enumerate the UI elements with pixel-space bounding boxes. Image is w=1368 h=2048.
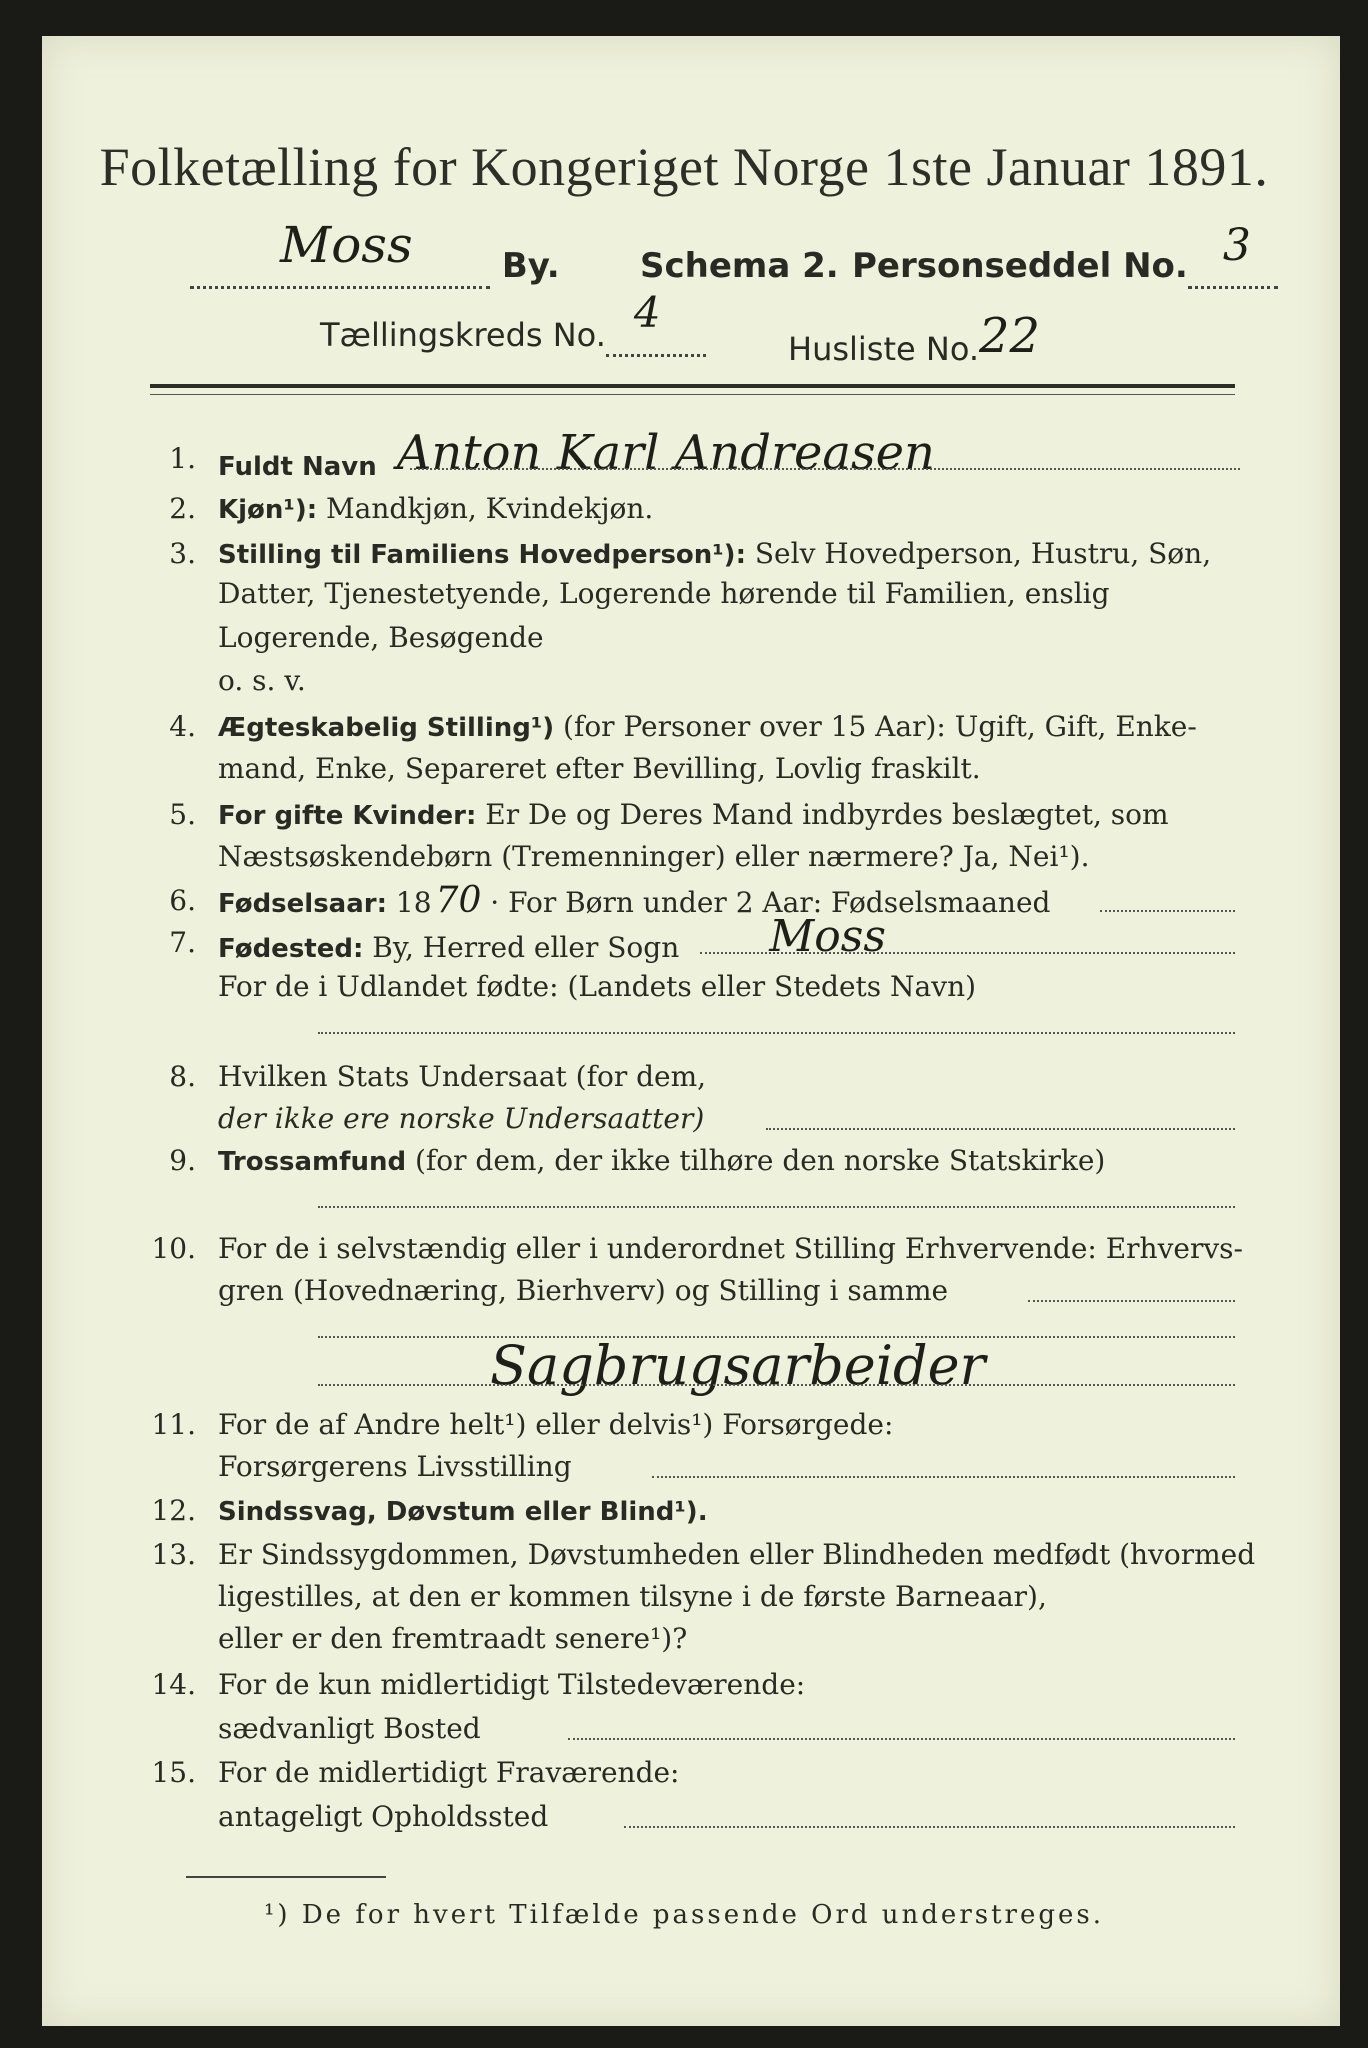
item-text: For Børn under 2 Aar: Fødselsmaaned (508, 886, 1051, 919)
item-text: ligestilles, at den er kommen tilsyne i de første Barneaar), (218, 1580, 1047, 1613)
item-text: For de i selvstændig eller i underordnet Stilling Erhvervende: Erhvervs- (218, 1232, 1244, 1265)
husliste-label: Husliste No. (788, 330, 979, 368)
forsorger-dotline (652, 1476, 1235, 1478)
item-number: 13. (151, 1538, 196, 1571)
page-title: Folketælling for Kongeriget Norge 1ste Januar 1891. (99, 137, 1269, 197)
item-number: 8. (169, 1060, 196, 1093)
item-text: (for Personer over 15 Aar): Ugift, Gift, Enke- (563, 710, 1197, 743)
item-number: 6. (169, 884, 196, 917)
husliste-line (788, 308, 1041, 372)
item-text: Næstsøskendebørn (Tremenninger) eller nærmere? Ja, Nei¹). (218, 840, 1090, 873)
birthplace-value: Moss (769, 911, 886, 962)
item-label: Ægteskabelig Stilling¹) (218, 713, 555, 743)
erhverv-dotline-3 (318, 1384, 1235, 1386)
personseddel-line (852, 220, 1278, 289)
item-text: By, Herred eller Sogn (372, 931, 680, 964)
item-label: Fødselsaar: (218, 889, 387, 919)
item-number: 15. (151, 1756, 196, 1789)
footnote: ¹) De for hvert Tilfælde passende Ord understreges. (263, 1900, 1104, 1930)
item-number: 2. (169, 492, 196, 525)
item-text: Er Sindssygdommen, Døvstumheden eller Blindheden medfødt (hvormed (218, 1538, 1256, 1571)
item-number: 14. (151, 1668, 196, 1701)
bosted-dotline (568, 1738, 1235, 1740)
item-text: Mandkjøn, Kvindekjøn. (326, 492, 654, 525)
item-text: eller er den fremtraadt senere¹)? (218, 1622, 688, 1655)
undersaat-dotline (766, 1128, 1235, 1130)
item-text: For de kun midlertidigt Tilstedeværende: (218, 1668, 806, 1701)
item-text: For de midlertidigt Fraværende: (218, 1756, 680, 1789)
item-label: Kjøn¹): (218, 495, 318, 525)
item-text: der ikke ere norske Undersaatter) (218, 1102, 705, 1135)
item-number: 11. (151, 1408, 196, 1441)
item-text: Forsørgerens Livsstilling (218, 1450, 572, 1483)
schema-label: Schema 2. (640, 246, 839, 286)
item-text: sædvanligt Bosted (218, 1712, 481, 1745)
city-line (190, 216, 560, 289)
item-label: Stilling til Familiens Hovedperson¹): (218, 540, 746, 570)
by-label: By. (501, 246, 560, 286)
item-text: antageligt Opholdssted (218, 1800, 549, 1833)
item-text: Datter, Tjenestetyende, Logerende hørende til Familien, enslig (218, 577, 1110, 610)
item-number: 12. (151, 1494, 196, 1527)
item-text: For de i Udlandet fødte: (Landets eller Stedets Navn) (218, 970, 977, 1003)
city-handwritten: Moss (280, 216, 413, 274)
kreds-line (320, 288, 706, 357)
item-text: Hvilken Stats Undersaat (for dem, (218, 1060, 707, 1093)
erhverv-dotline-1 (1028, 1300, 1235, 1302)
full-name-value: Anton Karl Andreasen (396, 425, 935, 481)
item-number: 5. (169, 798, 196, 831)
item-text: Selv Hovedperson, Hustru, Søn, (754, 537, 1212, 570)
item-label: Trossamfund (218, 1147, 407, 1177)
item-number: 1. (169, 442, 196, 475)
item-text: o. s. v. (218, 664, 306, 697)
header-divider-thin (150, 394, 1235, 395)
item-number: 7. (169, 926, 196, 959)
footnote-divider (186, 1876, 386, 1878)
item-label: Sindssvag, Døvstum eller Blind¹). (218, 1497, 708, 1527)
trossamfund-dotline (318, 1206, 1235, 1208)
opholdssted-dotline (624, 1826, 1235, 1828)
header-divider (150, 384, 1235, 388)
item-text: Logerende, Besøgende (218, 621, 544, 654)
item-text: Er De og Deres Mand indbyrdes beslægtet, som (485, 798, 1169, 831)
personseddel-label: Personseddel No. (852, 246, 1188, 286)
foreign-dotline (318, 1032, 1235, 1034)
item-text: gren (Hovednæring, Bierhverv) og Stilling i samme (218, 1274, 949, 1307)
item-text: 18 (395, 886, 432, 919)
husliste-value: 22 (979, 308, 1041, 364)
item-text: For de af Andre helt¹) eller delvis¹) Forsørgede: (218, 1408, 894, 1441)
item-label: Fuldt Navn (218, 452, 377, 482)
item-label: For gifte Kvinder: (218, 801, 477, 831)
kreds-label: Tællingskreds No. (320, 316, 606, 354)
name-dotline (410, 468, 1240, 470)
birth-year-value: 70 (435, 880, 482, 921)
item-text: mand, Enke, Separeret efter Bevilling, Lovlig fraskilt. (218, 752, 981, 785)
birthplace-dotline (700, 952, 1235, 954)
item-number: 3. (169, 537, 196, 570)
item-text: (for dem, der ikke tilhøre den norske Statskirke) (415, 1144, 1106, 1177)
occupation-value: Sagbrugsarbeider (490, 1334, 986, 1397)
item-number: 9. (169, 1144, 196, 1177)
item-label: Fødested: (218, 934, 364, 964)
personseddel-value: 3 (1222, 220, 1251, 271)
item-number: 10. (151, 1232, 196, 1265)
month-dotline (1100, 910, 1235, 912)
kreds-value: 4 (633, 288, 661, 337)
item-number: 4. (169, 710, 196, 743)
